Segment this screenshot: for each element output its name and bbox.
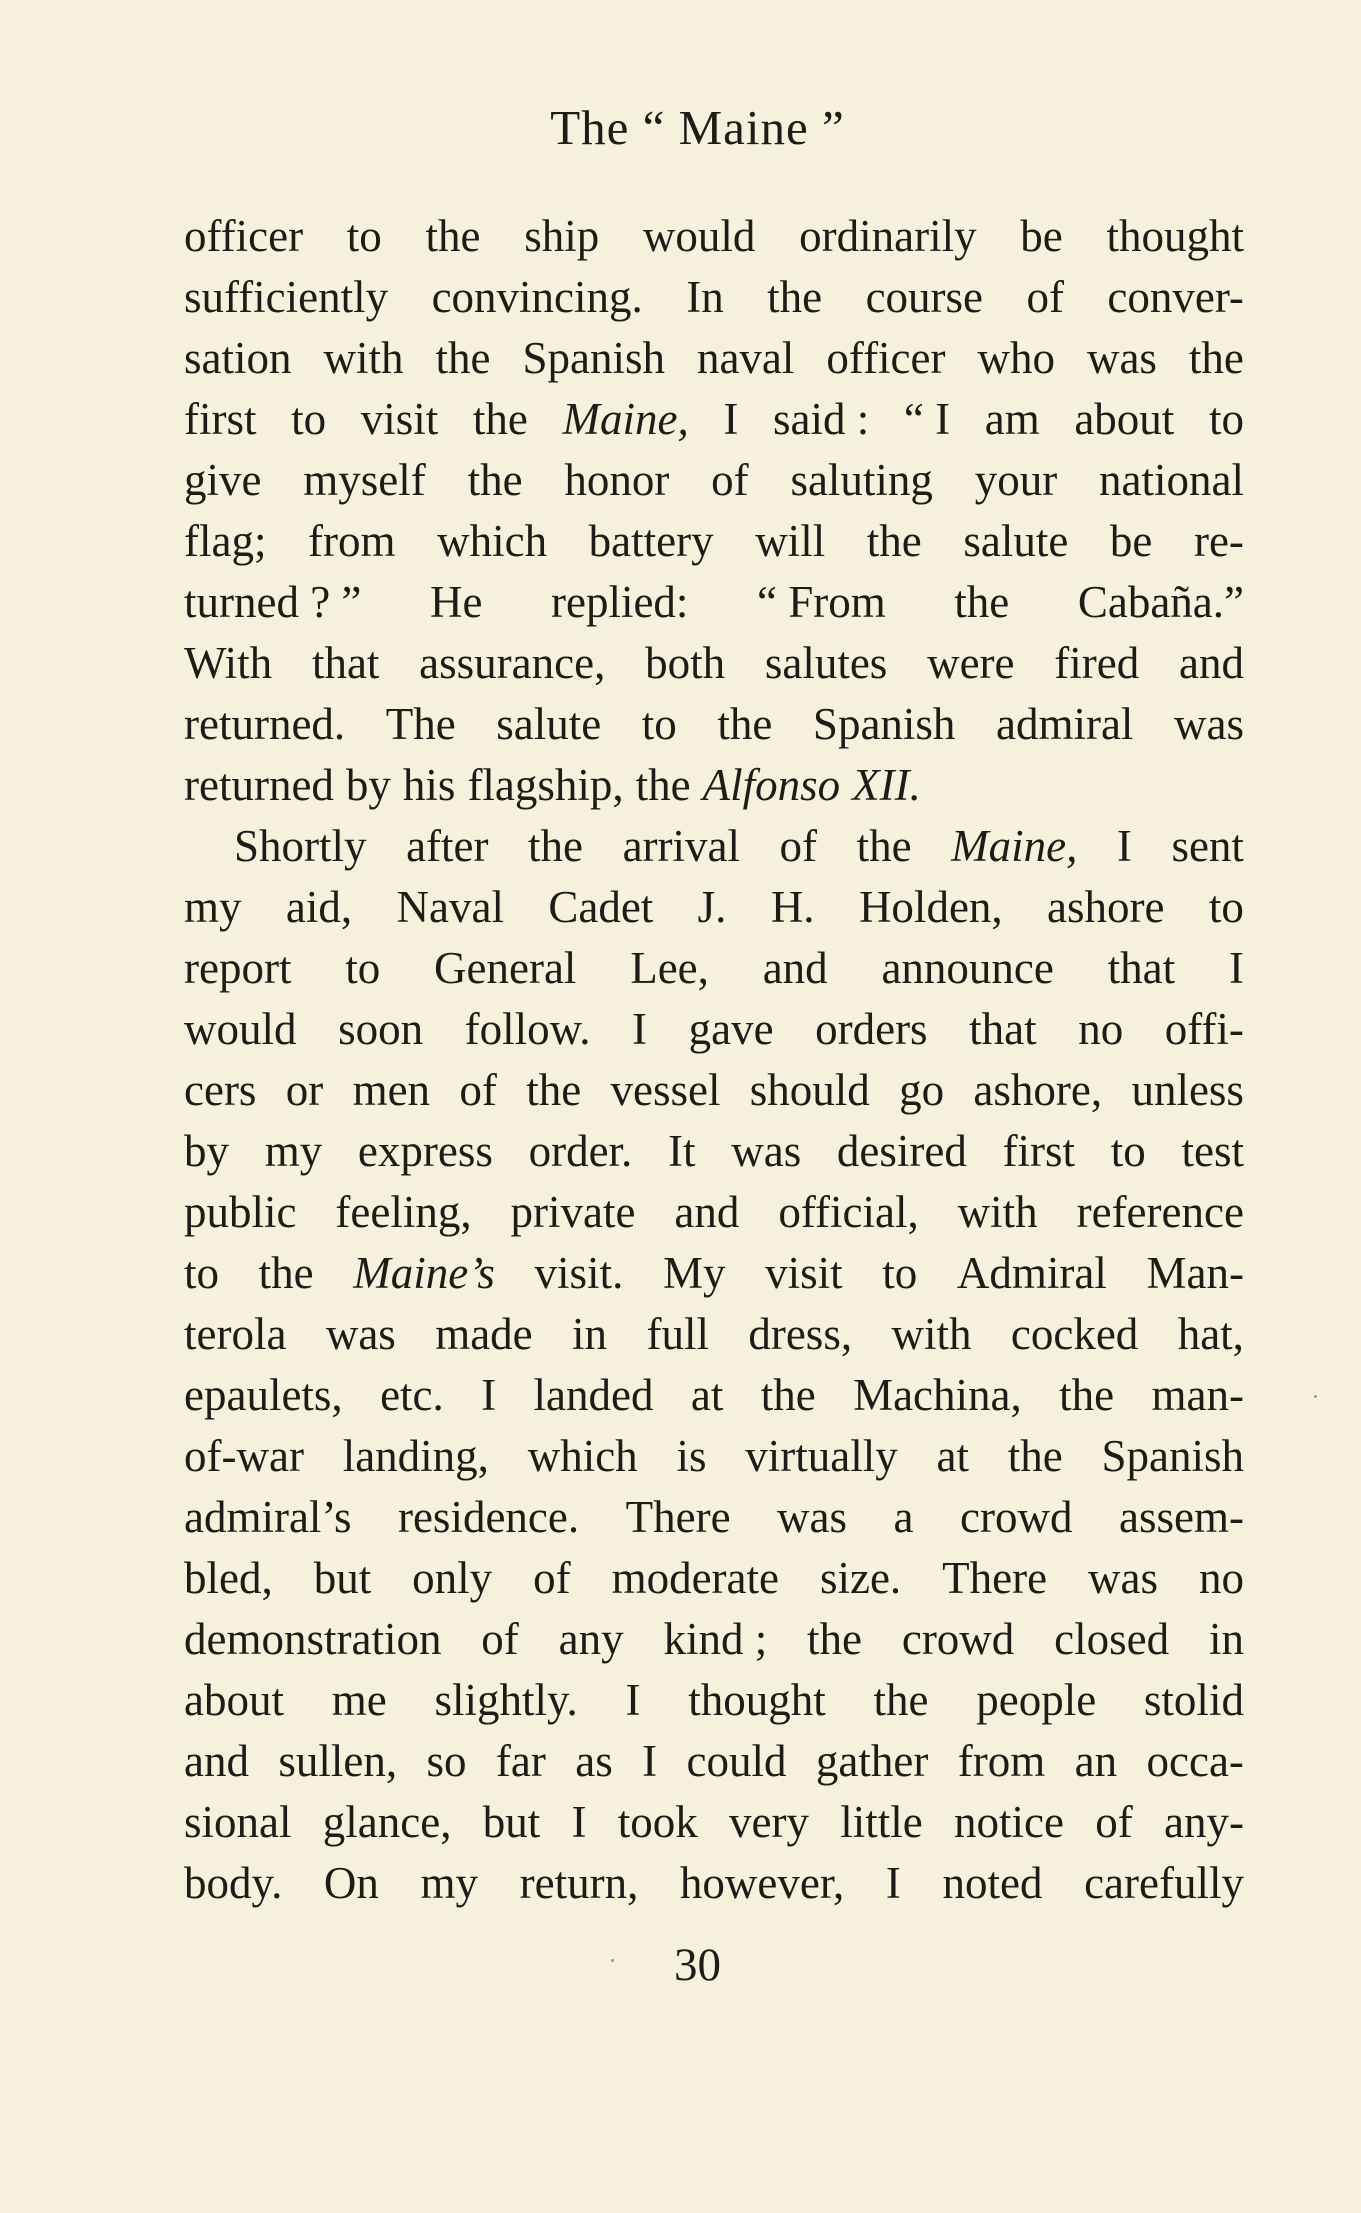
word: XII.: [852, 760, 921, 810]
word: express: [357, 1126, 493, 1176]
word: On: [323, 1858, 379, 1908]
word: My: [662, 1248, 726, 1298]
word: of: [1095, 1797, 1133, 1847]
word: I: [1228, 943, 1244, 993]
word: the: [467, 455, 523, 505]
word: would: [642, 211, 756, 261]
text-line: [184, 1853, 1244, 1914]
word: unless: [1131, 1065, 1244, 1115]
text-line: [184, 1670, 1244, 1731]
word: etc.: [380, 1370, 444, 1420]
text-line: [184, 1182, 1244, 1243]
word: any: [558, 1614, 624, 1664]
word: admiral’s: [184, 1492, 352, 1542]
word: to: [346, 211, 382, 261]
word: sional: [184, 1797, 292, 1847]
word: your: [974, 455, 1058, 505]
text-line: [184, 1060, 1244, 1121]
word: to: [1208, 882, 1244, 932]
word: and: [674, 1187, 740, 1237]
word: ship: [524, 211, 600, 261]
word: He: [429, 577, 483, 627]
word: men: [352, 1065, 431, 1115]
paper-speck: [611, 1959, 614, 1962]
word: in: [572, 1309, 608, 1359]
word: visit.: [534, 1248, 624, 1298]
word: but: [482, 1797, 541, 1847]
word: battery: [588, 516, 714, 566]
word: Alfonso: [702, 760, 841, 810]
word: who: [977, 333, 1055, 383]
word: dress,: [748, 1309, 853, 1359]
word: offi-: [1164, 1004, 1244, 1054]
word: glance,: [322, 1797, 452, 1847]
word: Maine,: [951, 821, 1078, 871]
word: at: [690, 1370, 724, 1420]
word: returned: [184, 760, 334, 810]
word: occa-: [1146, 1736, 1244, 1786]
word: re-: [1193, 516, 1244, 566]
word: naval: [696, 333, 795, 383]
word: In: [686, 272, 724, 322]
word: of: [1026, 272, 1064, 322]
word: was: [1088, 1553, 1158, 1603]
word: the: [472, 394, 528, 444]
word: private: [510, 1187, 636, 1237]
word: that: [311, 638, 380, 688]
word: the: [258, 1248, 314, 1298]
word: assurance,: [419, 638, 606, 688]
word: was: [325, 1309, 396, 1359]
text-line: [184, 877, 1244, 938]
word: crowd: [901, 1614, 1015, 1664]
word: Spanish: [812, 699, 956, 749]
word: my: [184, 882, 242, 932]
word: was: [1174, 699, 1244, 749]
word: I: [481, 1370, 497, 1420]
word: the: [526, 1065, 582, 1115]
word: Spanish: [1101, 1431, 1244, 1481]
word: sation: [184, 333, 292, 383]
word: report: [184, 943, 292, 993]
word: the: [873, 1675, 929, 1725]
word: Cabaña.”: [1077, 577, 1244, 627]
word: landed: [533, 1370, 654, 1420]
word: to: [184, 1248, 220, 1298]
word: thought: [1106, 211, 1244, 261]
word: be: [1020, 211, 1063, 261]
word: turned ? ”: [184, 577, 362, 627]
word: terola: [184, 1309, 287, 1359]
word: convincing.: [431, 272, 643, 322]
word: announce: [881, 943, 1054, 993]
word: Man-: [1146, 1248, 1244, 1298]
word: that: [1107, 943, 1176, 993]
word: but: [313, 1553, 372, 1603]
word: with: [891, 1309, 972, 1359]
word: the: [435, 333, 491, 383]
word: the: [528, 821, 584, 871]
word: which: [527, 1431, 638, 1481]
word: no: [1198, 1553, 1244, 1603]
word: the: [954, 577, 1010, 627]
word: I: [1116, 821, 1132, 871]
word: very: [729, 1797, 809, 1847]
word: no: [1078, 1004, 1124, 1054]
word: sent: [1171, 821, 1244, 871]
word: could: [686, 1736, 787, 1786]
word: vessel: [610, 1065, 721, 1115]
word: the: [767, 272, 823, 322]
page-number: 30: [674, 1939, 721, 1991]
word: and: [762, 943, 828, 993]
word: was: [731, 1126, 802, 1176]
word: order.: [528, 1126, 633, 1176]
word: with: [957, 1187, 1038, 1237]
word: or: [285, 1065, 324, 1115]
word: With: [184, 638, 273, 688]
word: about: [184, 1675, 284, 1725]
word: Lee,: [630, 943, 709, 993]
word: feeling,: [335, 1187, 472, 1237]
word: the: [717, 699, 773, 749]
word: I: [571, 1797, 587, 1847]
word: sufficiently: [184, 272, 389, 322]
word: to: [1110, 1126, 1146, 1176]
text-line: [184, 755, 1244, 816]
word: was: [1086, 333, 1157, 383]
word: after: [406, 821, 489, 871]
word: me: [331, 1675, 387, 1725]
word: full: [646, 1309, 709, 1359]
word: The: [385, 699, 456, 749]
word: gave: [688, 1004, 774, 1054]
word: official,: [778, 1187, 919, 1237]
word: arrival: [622, 821, 740, 871]
paper-speck: [1314, 1395, 1317, 1398]
word: residence.: [397, 1492, 580, 1542]
word: moderate: [611, 1553, 779, 1603]
word: at: [936, 1431, 969, 1481]
word: people: [976, 1675, 1097, 1725]
word: the: [856, 821, 912, 871]
word: took: [617, 1797, 698, 1847]
word: of: [481, 1614, 519, 1664]
word: I: [625, 1675, 641, 1725]
word: first: [1002, 1126, 1076, 1176]
word: landing,: [342, 1431, 489, 1481]
text-line: [184, 999, 1244, 1060]
word: as: [575, 1736, 613, 1786]
text-line: [184, 206, 1244, 267]
word: replied:: [551, 577, 689, 627]
word: cers: [184, 1065, 257, 1115]
word: “ I: [903, 394, 951, 444]
word: salute: [963, 516, 1069, 566]
word: carefully: [1084, 1858, 1244, 1908]
word: that: [969, 1004, 1037, 1054]
word: the: [760, 1370, 816, 1420]
word: “ From: [757, 577, 886, 627]
word: flag;: [184, 516, 267, 566]
word: myself: [303, 455, 426, 505]
word: desired: [836, 1126, 967, 1176]
word: saluting: [790, 455, 933, 505]
word: reference: [1076, 1187, 1244, 1237]
word: go: [899, 1065, 945, 1115]
word: There: [625, 1492, 731, 1542]
word: Naval: [396, 882, 504, 932]
word: follow.: [464, 1004, 591, 1054]
word: will: [755, 516, 826, 566]
word: from: [308, 516, 396, 566]
word: aid,: [285, 882, 353, 932]
word: and: [1178, 638, 1244, 688]
word: should: [749, 1065, 870, 1115]
word: course: [865, 272, 984, 322]
text-line: [184, 1365, 1244, 1426]
word: about: [1074, 394, 1175, 444]
word: J.: [697, 882, 727, 932]
word: however,: [679, 1858, 845, 1908]
word: General: [434, 943, 577, 993]
word: only: [412, 1553, 493, 1603]
word: ashore: [1047, 882, 1165, 932]
text-line: [184, 1426, 1244, 1487]
word: visit: [765, 1248, 843, 1298]
text-line: [184, 1487, 1244, 1548]
word: closed: [1054, 1614, 1170, 1664]
word: of: [533, 1553, 571, 1603]
word: give: [184, 455, 262, 505]
word: man-: [1151, 1370, 1244, 1420]
word: virtually: [745, 1431, 898, 1481]
text-line: [184, 694, 1244, 755]
word: kind ;: [663, 1614, 768, 1664]
word: and: [184, 1736, 249, 1786]
word: I: [632, 1004, 648, 1054]
word: There: [942, 1553, 1048, 1603]
body-text: [184, 206, 1244, 1914]
word: notice: [954, 1797, 1064, 1847]
text-line: [184, 328, 1244, 389]
word: test: [1181, 1126, 1244, 1176]
word: my: [420, 1858, 479, 1908]
word: were: [927, 638, 1015, 688]
text-line: [184, 1548, 1244, 1609]
word: Admiral: [956, 1248, 1107, 1298]
word: the: [635, 760, 691, 810]
word: orders: [815, 1004, 928, 1054]
word: crowd: [960, 1492, 1073, 1542]
word: is: [676, 1431, 707, 1481]
text-line: [184, 816, 1244, 877]
text-line: [184, 938, 1244, 999]
word: ordinarily: [799, 211, 977, 261]
word: any-: [1164, 1797, 1244, 1847]
word: salutes: [764, 638, 888, 688]
word: from: [957, 1736, 1046, 1786]
word: both: [645, 638, 726, 688]
word: assem-: [1118, 1492, 1244, 1542]
word: first: [184, 394, 257, 444]
word: Maine,: [562, 394, 689, 444]
word: by: [184, 1126, 229, 1176]
word: epaulets,: [184, 1370, 343, 1420]
word: said :: [773, 394, 870, 444]
word: visit: [360, 394, 439, 444]
word: demonstration: [184, 1614, 442, 1664]
word: officer: [826, 333, 946, 383]
word: bled,: [184, 1553, 273, 1603]
text-line: [184, 1731, 1244, 1792]
word: to: [345, 943, 381, 993]
word: gather: [815, 1736, 929, 1786]
word: his: [402, 760, 456, 810]
word: noted: [942, 1858, 1043, 1908]
word: so: [426, 1736, 467, 1786]
word: slightly.: [434, 1675, 578, 1725]
word: thought: [688, 1675, 826, 1725]
word: be: [1109, 516, 1153, 566]
text-line: [184, 1609, 1244, 1670]
word: the: [1007, 1431, 1063, 1481]
word: salute: [496, 699, 602, 749]
word: in: [1208, 1614, 1244, 1664]
word: the: [807, 1614, 863, 1664]
word: would: [184, 1004, 297, 1054]
text-line: [184, 572, 1244, 633]
running-head: The “ Maine ”: [550, 100, 845, 155]
text-line: [184, 1304, 1244, 1365]
word: I: [723, 394, 739, 444]
word: hat,: [1177, 1309, 1244, 1359]
text-line: [184, 633, 1244, 694]
word: with: [323, 333, 404, 383]
word: stolid: [1143, 1675, 1244, 1725]
word: soon: [338, 1004, 424, 1054]
text-line: [184, 1792, 1244, 1853]
word: the: [1059, 1370, 1115, 1420]
word: of: [779, 821, 818, 871]
word: honor: [564, 455, 670, 505]
word: I: [885, 1858, 901, 1908]
word: sullen,: [278, 1736, 398, 1786]
word: of: [459, 1065, 497, 1115]
text-line: [184, 1243, 1244, 1304]
word: which: [437, 516, 548, 566]
word: the: [866, 516, 922, 566]
word: H.: [770, 882, 815, 932]
word: It: [668, 1126, 696, 1176]
word: Holden,: [858, 882, 1003, 932]
word: Spanish: [522, 333, 665, 383]
word: I: [642, 1736, 658, 1786]
word: of-war: [184, 1431, 304, 1481]
word: national: [1099, 455, 1244, 505]
word: of: [711, 455, 749, 505]
word: Machina,: [853, 1370, 1022, 1420]
word: to: [641, 699, 677, 749]
word: am: [984, 394, 1040, 444]
text-line: [184, 450, 1244, 511]
word: made: [435, 1309, 533, 1359]
word: flagship,: [467, 760, 624, 810]
word: by: [345, 760, 391, 810]
word: public: [184, 1187, 297, 1237]
word: my: [264, 1126, 323, 1176]
word: fired: [1054, 638, 1140, 688]
word: far: [495, 1736, 546, 1786]
word: returned.: [184, 699, 346, 749]
text-line: [184, 1121, 1244, 1182]
word: officer: [184, 211, 304, 261]
word: little: [840, 1797, 923, 1847]
word: was: [777, 1492, 848, 1542]
word: admiral: [996, 699, 1134, 749]
word: to: [1208, 394, 1244, 444]
word: Maine’s: [353, 1248, 495, 1298]
word: a: [893, 1492, 914, 1542]
word: conver-: [1107, 272, 1244, 322]
word: the: [425, 211, 481, 261]
word: ashore,: [973, 1065, 1103, 1115]
word: the: [1188, 333, 1244, 383]
text-line: [184, 511, 1244, 572]
word: cocked: [1010, 1309, 1139, 1359]
word: to: [291, 394, 327, 444]
word: to: [882, 1248, 918, 1298]
word: an: [1074, 1736, 1118, 1786]
text-line: [184, 389, 1244, 450]
word: size.: [819, 1553, 902, 1603]
word: Shortly: [234, 821, 367, 871]
word: body.: [184, 1858, 283, 1908]
text-line: [184, 267, 1244, 328]
word: Cadet: [548, 882, 654, 932]
word: return,: [519, 1858, 639, 1908]
